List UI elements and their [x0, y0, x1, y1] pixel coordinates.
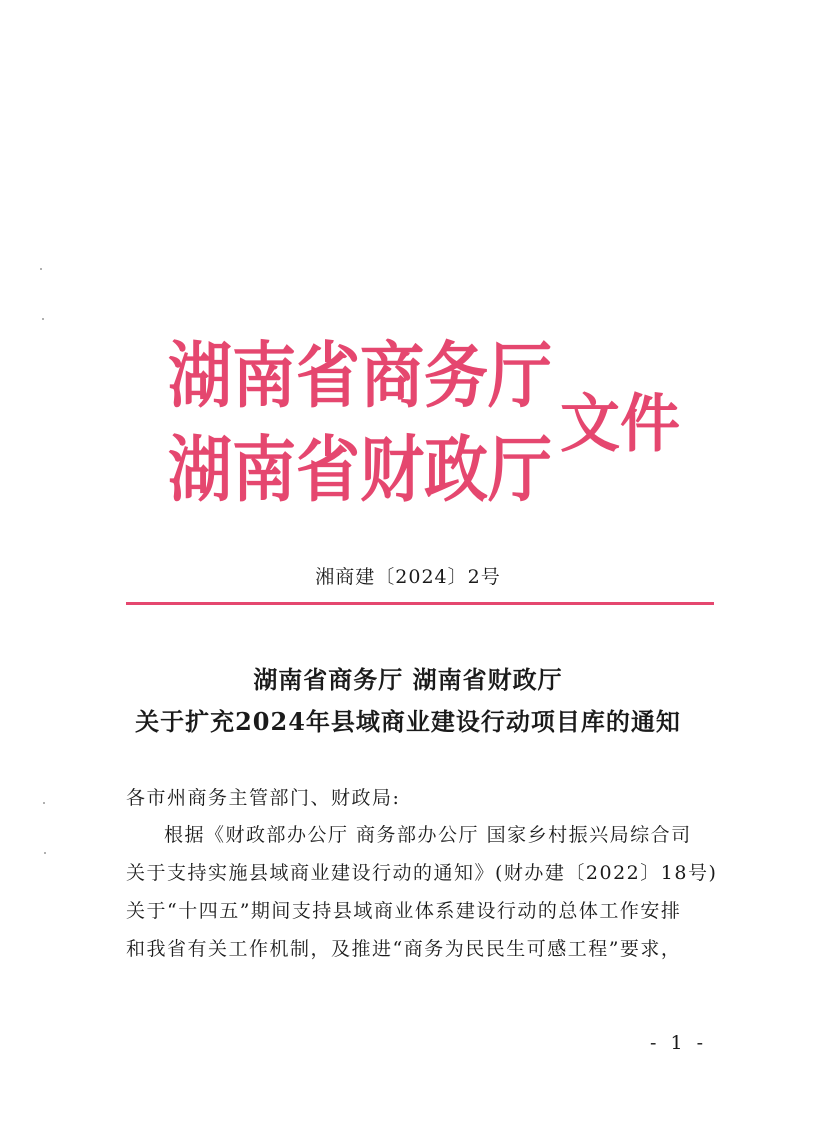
scan-speck — [42, 318, 44, 320]
paragraph-line: 关于支持实施县域商业建设行动的通知》(财办建〔2022〕18号) — [126, 862, 718, 884]
salutation: 各市州商务主管部门、财政局: — [126, 787, 401, 809]
issuer-line-finance: 湖南省财政厅 — [168, 429, 552, 513]
paragraph-line: 根据《财政部办公厅 商务部办公厅 国家乡村振兴局综合司 — [164, 824, 692, 846]
issuer-line-commerce: 湖南省商务厅 — [168, 335, 552, 419]
page-number: - 1 - — [650, 1032, 708, 1054]
scan-speck — [43, 802, 45, 804]
paragraph-line: 和我省有关工作机制，及推进“商务为民民生可感工程”要求， — [126, 938, 682, 960]
document-number: 湘商建〔2024〕2号 — [315, 566, 501, 588]
scan-speck — [44, 852, 46, 854]
title-line-1: 湖南省商务厅 湖南省财政厅 — [253, 665, 563, 694]
title-line-2: 关于扩充2024年县域商业建设行动项目库的通知 — [135, 707, 681, 736]
scan-speck — [40, 268, 42, 270]
document-word: 文件 — [560, 388, 680, 462]
issuer-block — [168, 330, 552, 518]
paragraph-line: 关于“十四五”期间支持县域商业体系建设行动的总体工作安排 — [126, 900, 682, 922]
red-separator-line — [126, 602, 714, 605]
